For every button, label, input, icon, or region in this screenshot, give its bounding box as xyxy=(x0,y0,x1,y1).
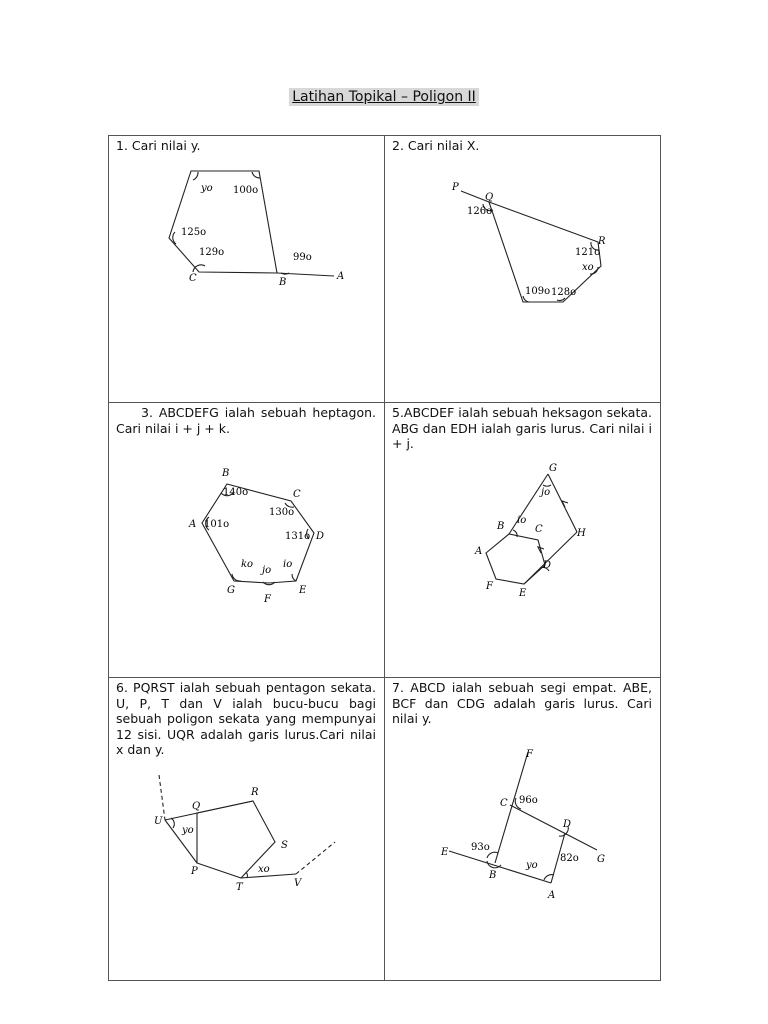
q5-label-C: C xyxy=(535,524,543,535)
q7-label-y: yo xyxy=(526,860,538,871)
q7-label-G: G xyxy=(597,854,605,865)
worksheet-title: Latihan Topikal – Poligon II xyxy=(0,86,768,105)
q3-label-G: G xyxy=(227,585,235,596)
q6-dashed-extension-left xyxy=(159,775,165,820)
q3-label-k: ko xyxy=(241,559,254,570)
q3-label-140: 140o xyxy=(223,487,249,498)
q1-label-B: B xyxy=(279,277,287,288)
q3-label-101: 101o xyxy=(204,519,230,530)
question-6-cell xyxy=(109,678,385,981)
question-1-cell xyxy=(109,136,385,403)
q7-label-93: 93o xyxy=(471,842,490,853)
q2-label-121: 121o xyxy=(575,247,601,258)
question-2-figure xyxy=(385,136,661,403)
q6-label-T: T xyxy=(236,882,243,893)
q3-label-E: E xyxy=(299,585,307,596)
q2-label-126: 126o xyxy=(467,206,493,217)
q5-label-E: E xyxy=(519,588,527,599)
q6-label-U: U xyxy=(154,816,163,827)
q5-line-EDH xyxy=(524,532,577,584)
question-6-figure xyxy=(109,678,385,981)
q3-label-i: io xyxy=(283,559,293,570)
q6-label-y: yo xyxy=(182,825,194,836)
q5-label-H: H xyxy=(577,528,586,539)
q7-label-E: E xyxy=(441,847,449,858)
q7-line-CDG xyxy=(510,805,597,850)
question-6-text: 6. PQRST ialah sebuah pentagon sekata. U, P, T dan V ialah bucu-bucu bagi sebuah poligon sekata yang mempunyai 12 sisi. UQR adalah garis lurus.Cari nilai x dan y. xyxy=(116,680,376,757)
q6-label-Q: Q xyxy=(192,801,201,812)
q2-label-x: xo xyxy=(582,262,594,273)
question-2-cell xyxy=(385,136,661,403)
q3-label-C: C xyxy=(293,489,301,500)
question-3-figure xyxy=(109,403,385,678)
question-7-figure xyxy=(385,678,661,981)
q5-hexagon xyxy=(486,534,545,584)
question-3-text-a: 3. ABCDEFG ialah sebuah heptagon. xyxy=(141,405,376,420)
q5-label-A: A xyxy=(475,546,483,557)
q3-label-F: F xyxy=(264,594,271,605)
q6-label-V: V xyxy=(294,878,302,889)
q6-label-S: S xyxy=(281,840,288,851)
question-grid xyxy=(108,135,661,981)
q2-label-128: 128o xyxy=(551,287,577,298)
q3-label-B: B xyxy=(222,468,230,479)
q1-label-125: 125o xyxy=(181,227,207,238)
q1-label-C: C xyxy=(189,273,197,284)
q6-label-R: R xyxy=(251,787,259,798)
q1-label-99: 99o xyxy=(293,252,312,263)
question-7-text: 7. ABCD ialah sebuah segi empat. ABE, BCF dan CDG adalah garis lurus. Cari nilai y. xyxy=(392,680,652,726)
q6-dashed-extension-right xyxy=(296,842,335,874)
question-5-cell xyxy=(385,403,661,678)
q6-label-P: P xyxy=(191,866,198,877)
question-5-text: 5.ABCDEF ialah sebuah heksagon sekata. ABG dan EDH ialah garis lurus. Cari nilai i + j. xyxy=(392,405,652,451)
q6-label-x: xo xyxy=(258,864,270,875)
q7-label-96: 96o xyxy=(519,795,538,806)
question-3-cell xyxy=(109,403,385,678)
q2-label-109: 109o xyxy=(525,286,551,297)
q7-label-C: C xyxy=(500,798,508,809)
q7-label-B: B xyxy=(489,870,497,881)
q7-label-82: 82o xyxy=(560,853,579,864)
q3-label-130: 130o xyxy=(269,507,295,518)
q5-label-G: G xyxy=(549,463,557,474)
question-1-text: 1. Cari nilai y. xyxy=(116,138,201,153)
q3-label-j: jo xyxy=(262,565,272,576)
question-2-text: 2. Cari nilai X. xyxy=(392,138,480,153)
q3-label-131: 131o xyxy=(285,531,311,542)
question-3-text-b: Cari nilai i + j + k. xyxy=(116,420,230,436)
question-5-figure xyxy=(385,403,661,678)
q5-label-F: F xyxy=(486,581,493,592)
q2-label-R: R xyxy=(598,236,606,247)
q2-label-P: P xyxy=(452,182,459,193)
q7-label-F: F xyxy=(526,749,533,760)
q1-label-A: A xyxy=(337,271,345,282)
q3-label-D: D xyxy=(316,531,325,542)
q5-label-j: jo xyxy=(541,487,551,498)
q5-label-i: io xyxy=(517,515,527,526)
question-7-cell xyxy=(385,678,661,981)
q5-label-D: D xyxy=(543,560,552,571)
q7-label-A: A xyxy=(548,890,556,901)
q1-label-y: yo xyxy=(201,183,213,194)
q3-label-A: A xyxy=(189,519,197,530)
q5-label-B: B xyxy=(497,521,505,532)
q1-label-100: 100o xyxy=(233,185,259,196)
q1-label-129: 129o xyxy=(199,247,225,258)
q7-label-D: D xyxy=(563,819,572,830)
question-1-figure xyxy=(109,136,385,403)
q2-label-Q: Q xyxy=(485,192,494,203)
